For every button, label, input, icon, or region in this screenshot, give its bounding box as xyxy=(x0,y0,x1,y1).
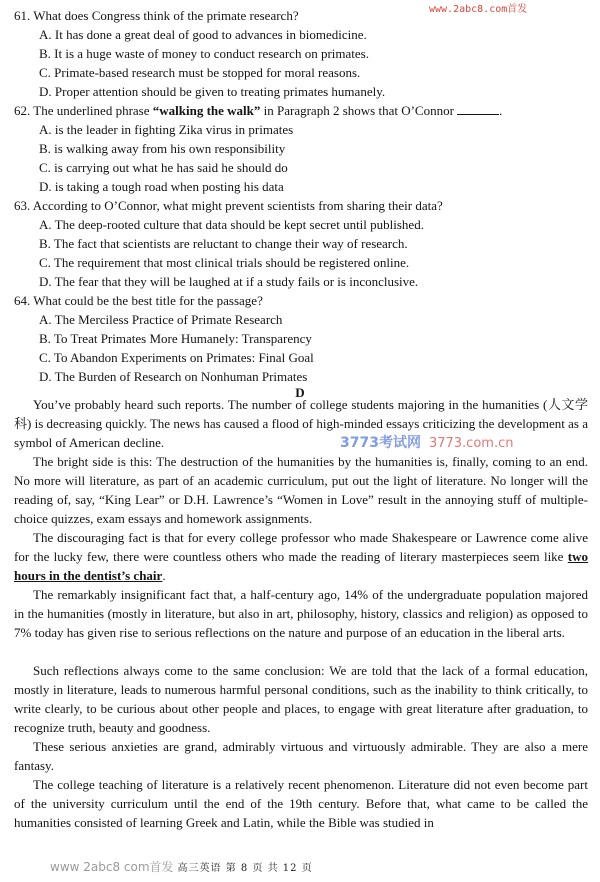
question-62-option-c: C. is carrying out what he has said he should do xyxy=(39,160,288,175)
question-62-stem xyxy=(14,101,502,120)
question-64-option-a: A. The Merciless Practice of Primate Research xyxy=(39,312,283,327)
passage-paragraph-6: These serious anxieties are grand, admirably virtuous and virtuously admirable. They are also a mere fantasy. xyxy=(14,739,588,773)
watermark-middle xyxy=(340,434,513,452)
question-63-stem: 63. According to O’Connor, what might prevent scientists from sharing their data? xyxy=(14,198,443,213)
passage-paragraph-5: Such reflections always come to the same conclusion: We are told that the lack of a formal education, mostly in literature, leads to numerous harmful personal conditions, such as the inability to think critically, to write clearly, to be curious about other people and places, to engage with great literature after graduation, to recognize truth, beauty and goodness. xyxy=(14,663,588,735)
page-footer xyxy=(50,858,313,875)
question-62-option-b: B. is walking away from his own responsibility xyxy=(39,141,286,156)
question-64-option-c: C. To Abandon Experiments on Primates: Final Goal xyxy=(39,350,314,365)
question-62-stem-middle: in Paragraph 2 shows that O’Connor xyxy=(260,103,458,118)
question-63-option-b: B. The fact that scientists are reluctant to change their way of research. xyxy=(39,236,408,251)
question-61-option-d: D. Proper attention should be given to treating primates humanely. xyxy=(39,84,386,99)
question-61-option-c: C. Primate-based research must be stopped for moral reasons. xyxy=(39,65,361,80)
question-61-option-b: B. It is a huge waste of money to conduct research on primates. xyxy=(39,46,369,61)
watermark-footer: www 2abc8 com首发 xyxy=(50,860,174,874)
question-62-stem-end: . xyxy=(499,103,503,118)
passage-paragraph-2: The bright side is this: The destruction of the humanities by the humanities is, finally, coming to an end. No more will literature, as part of an academic curriculum, put out the light of literature. No longer will the reading of, say, “King Lear” or D.H. Lawrence’s “Women in Love” result in the annoying stuff of multiple-choice quizzes, exam essays and homework assignments. xyxy=(14,454,588,526)
underlined-phrase: two hours in the dentist’s chair xyxy=(14,548,588,583)
question-61-option-a: A. It has done a great deal of good to advances in biomedicine. xyxy=(39,27,367,42)
question-64-stem: 64. What could be the best title for the passage? xyxy=(14,293,263,308)
passage-paragraph-7: The college teaching of literature is a relatively recent phenomenon. Literature did not even become part of the university curriculum until the end of the 19th century. Before that, what came to be called the humanities consisted of learning Greek and Latin, while the Bible was studied in xyxy=(14,777,588,830)
question-62-option-d: D. is taking a tough road when posting his data xyxy=(39,179,284,194)
paragraph-3-text: The discouraging fact is that for every college professor who made Shakespeare or Lawrence come alive for the lucky few, there were countless others who made the reading of literary masterpieces seem like xyxy=(14,530,588,564)
question-62-option-a: A. is the leader in fighting Zika virus in primates xyxy=(39,122,294,137)
watermark-top: www.2abc8.com首发 xyxy=(429,4,528,15)
question-63-option-a: A. The deep-rooted culture that data should be kept secret until published. xyxy=(39,217,424,232)
watermark-logo: 3773考试网 xyxy=(340,435,421,451)
passage-paragraph-4: The remarkably insignificant fact that, a half-century ago, 14% of the undergraduate population majored in the humanities (mostly in literature, but also in art, philosophy, history, classics and religion) as opposed to 7% today has given rise to serious reflections on the nature and purpose of an education in the liberal arts. xyxy=(14,587,588,640)
question-63-option-d: D. The fear that they will be laughed at if a study fails or is inconclusive. xyxy=(39,274,419,289)
passage-paragraph-3 xyxy=(14,529,588,586)
answer-blank xyxy=(457,103,499,115)
section-heading: D xyxy=(295,385,305,400)
question-61-stem: 61. What does Congress think of the primate research? xyxy=(14,8,299,23)
question-64-option-d: D. The Burden of Research on Nonhuman Primates xyxy=(39,369,308,384)
question-62-stem-start: 62. The underlined phrase xyxy=(14,103,153,118)
passage-paragraph-1: You’ve probably heard such reports. The number of college students majoring in the humanities (人文学科) is decreasing quickly. The news has caused a flood of high-minded essays criticizing the development as a symbol of American decline. xyxy=(14,397,588,450)
watermark-url: 3773.com.cn xyxy=(428,436,514,451)
question-63-option-c: C. The requirement that most clinical trials should be registered online. xyxy=(39,255,410,270)
question-64-option-b: B. To Treat Primates More Humanely: Transparency xyxy=(39,331,312,346)
page-number: 高三英语 第 8 页 共 12 页 xyxy=(177,863,313,874)
paragraph-3-end: . xyxy=(162,567,166,583)
question-62-phrase: “walking the walk” xyxy=(152,103,261,118)
